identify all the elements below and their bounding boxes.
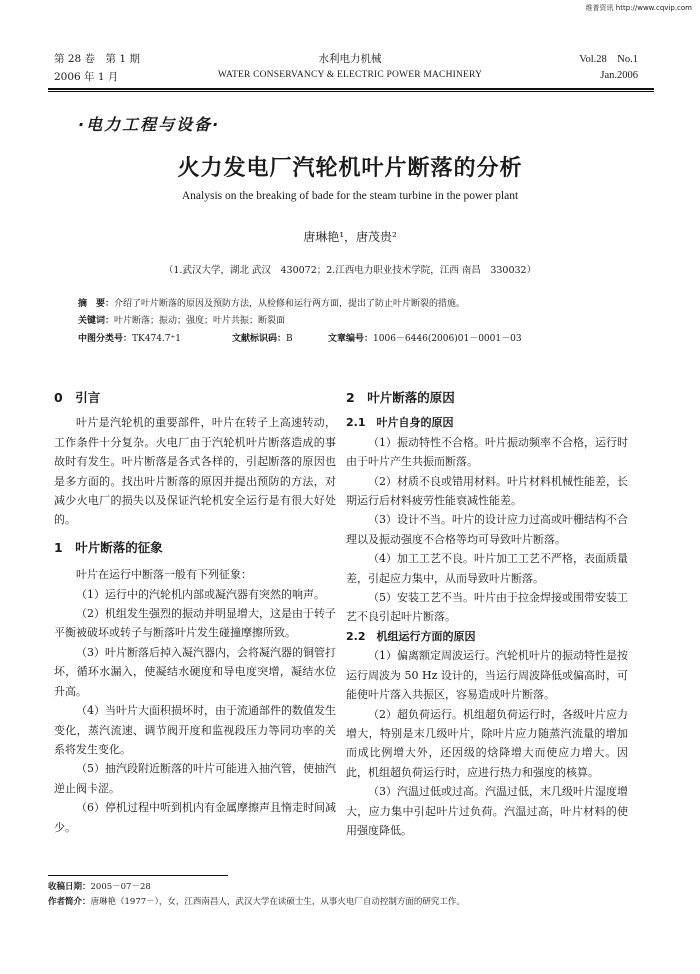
section-2-2-item-3: （3）汽温过低或过高。汽温过低，末几级叶片湿度增大，应力集中引起叶片过负荷。汽温过高，叶片材料的使用强度降低。 xyxy=(346,785,628,837)
article-title-en: Analysis on the breaking of bade for the steam turbine in the power plant xyxy=(181,190,519,202)
classification-clc xyxy=(78,331,181,344)
section-0-title: 0 引言 xyxy=(54,390,101,405)
affiliation: （1.武汉大学，湖北 武汉 430072；2.江西电力职业技术学院，江西 南昌 330032） xyxy=(163,265,537,276)
section-tag: ·电力工程与设备· xyxy=(78,115,221,134)
doc-value: B xyxy=(286,334,293,344)
section-2-2-title: 2.2 机组运行方面的原因 xyxy=(346,629,476,643)
classification-article xyxy=(328,331,522,344)
section-2-title: 2 叶片断落的原因 xyxy=(346,390,455,405)
section-2-2-item-2: （2）超负荷运行。机组超负荷运行时，各级叶片应力增大，特别是末几级叶片，除叶片应力随蒸汽流量的增加而成比例增大外，还因级的焓降增大而使应力增大。因此，机组超负荷运行时，应进行热力和强度的核算。 xyxy=(346,707,628,779)
header-date-cn: 2006 年 1 月 xyxy=(54,71,119,83)
abstract xyxy=(78,296,465,309)
abstract-label: 摘 要： xyxy=(78,299,115,309)
right-column xyxy=(346,388,628,840)
header-rule-thin xyxy=(48,91,654,92)
doc-label: 文献标识码： xyxy=(232,334,287,344)
section-2-1-item-3: （3）设计不当。叶片的设计应力过高或叶栅结构不合理以及振动强度不合格等均可导致叶片断落。 xyxy=(346,513,628,546)
article-no-label: 文章编号： xyxy=(328,334,374,344)
section-1-item-4: （4）当叶片大面积损坏时，由于流通部件的数值发生变化，蒸汽流速、调节阀开度和监视段压力等同功率的关系将发生变化。 xyxy=(54,704,336,756)
keywords xyxy=(78,313,285,326)
keywords-text: 叶片断落；振动；强度；叶片共振；断裂面 xyxy=(114,316,286,326)
header-date-en: Jan.2006 xyxy=(600,70,638,81)
section-1-item-3: （3）叶片断落后掉入凝汽器内，会将凝汽器的铜管打坏，循环水漏入，使凝结水硬度和导电度突增，凝结水位升高。 xyxy=(54,645,336,698)
header-journal-cn: 水利电力机械 xyxy=(318,53,382,65)
footnote-rule xyxy=(48,875,228,876)
section-2-2-item-1: （1）偏离额定周波运行。汽轮机叶片的振动特性是按运行周波为 50 Hz 设计的，当运行周波降低或偏高时，可能使叶片落入共振区，容易造成叶片断落。 xyxy=(346,649,628,702)
clc-value: TK474.7⁺1 xyxy=(132,334,181,344)
article-title: 火力发电厂汽轮机叶片断落的分析 xyxy=(177,156,523,181)
section-1-item-6: （6）停机过程中听到机内有金属摩擦声且惰走时间减少。 xyxy=(54,801,336,834)
header-journal-en: WATER CONSERVANCY & ELECTRIC POWER MACHINERY xyxy=(217,70,483,80)
section-1-item-5: （5）抽汽段附近断落的叶片可能进入抽汽管，使抽汽逆止阀卡涩。 xyxy=(54,762,336,795)
section-2-1-item-1: （1）振动特性不合格。叶片振动频率不合格，运行时由于叶片产生共振而断落。 xyxy=(346,435,628,469)
section-2-1-item-4: （4）加工工艺不良。叶片加工工艺不严格，表面质量差，引起应力集中，从而导致叶片断落。 xyxy=(346,552,628,585)
section-0-paragraph: 叶片是汽轮机的重要部件，叶片在转子上高速转动，工作条件十分复杂。火电厂由于汽轮机叶片断落造成的事故时有发生。叶片断落是各式各样的，引起断落的原因也是多方面的。找出叶片断落的原因并提出预防的方法，对减少火电厂的损失以及保证汽轮机安全运行是有很大好处的。 xyxy=(54,416,336,527)
received-value: 2005－07－28 xyxy=(90,882,151,892)
classification-doc xyxy=(232,331,293,344)
section-2-1-item-5: （5）安装工艺不当。叶片由于拉金焊接或围带安装工艺不良引起叶片断落。 xyxy=(346,591,628,624)
abstract-text: 介绍了叶片断落的原因及预防方法，从检修和运行两方面，提出了防止叶片断裂的措施。 xyxy=(114,299,466,309)
section-1-title: 1 叶片断落的征象 xyxy=(54,539,163,555)
header-volume-en: Vol.28 No.1 xyxy=(579,54,638,65)
keywords-label: 关键词： xyxy=(78,316,115,326)
author-bio-value: 唐琳艳（1977－），女，江西南昌人，武汉大学在读硕士生，从事火电厂自动控制方面的研究工作。 xyxy=(90,897,465,907)
section-1-intro: 叶片在运行中断落一般有下列征象： xyxy=(76,568,252,582)
authors: 唐琳艳¹，唐茂贵² xyxy=(303,230,397,244)
clc-label: 中图分类号： xyxy=(78,334,133,344)
section-1-item-1: （1）运行中的汽轮机内部或凝汽器有突然的响声。 xyxy=(76,587,325,601)
author-bio-label: 作者简介： xyxy=(48,897,91,907)
footnote-author xyxy=(48,895,465,907)
footnote-received xyxy=(48,880,151,892)
section-1-item-2: （2）机组发生强烈的振动并明显增大，这是由于转子平衡被破坏或转子与断落叶片发生碰撞摩擦所致。 xyxy=(54,607,336,640)
article-no-value: 1006－6446(2006)01－0001－03 xyxy=(373,334,522,344)
received-label: 收稿日期： xyxy=(48,882,91,892)
header-volume-cn: 第 28 卷 第 1 期 xyxy=(54,53,140,65)
section-2-1-title: 2.1 叶片自身的原因 xyxy=(346,416,454,430)
watermark: 维普资讯 http://www.cqvip.com xyxy=(585,4,692,12)
left-column xyxy=(54,388,336,837)
header-rule-thick xyxy=(48,88,654,90)
section-2-1-item-2: （2）材质不良或错用材料。叶片材料机械性能差，长期运行后材料疲劳性能衰减性能差。 xyxy=(346,474,628,508)
